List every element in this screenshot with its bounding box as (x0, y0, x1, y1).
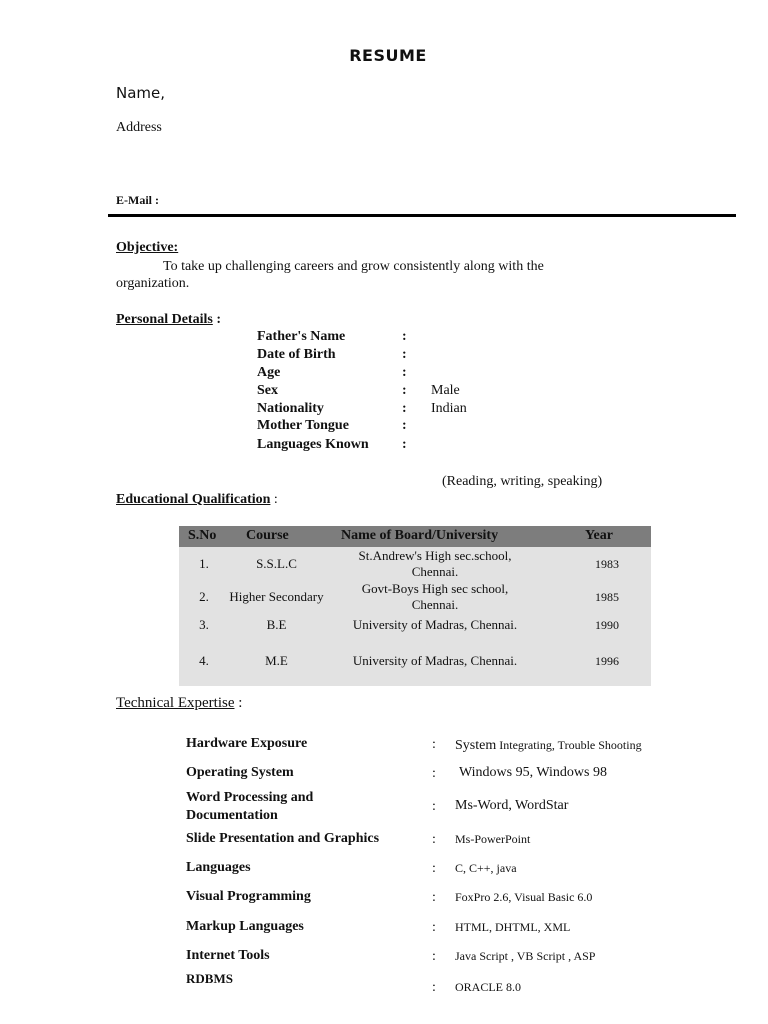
pd-colon: : (402, 365, 407, 380)
table-cell-board: University of Madras, Chennai. (352, 653, 518, 668)
address-label: Address (116, 120, 162, 135)
table-cell-sno: 2. (199, 589, 209, 604)
col-header-sno: S.No (188, 528, 217, 543)
te-value-word-processing: Ms-Word, WordStar (455, 798, 569, 813)
te-colon: : (432, 949, 436, 964)
te-value-visual-programming: FoxPro 2.6, Visual Basic 6.0 (455, 890, 593, 904)
pd-colon: : (402, 401, 407, 416)
te-colon: : (432, 737, 436, 752)
table-cell-course: B.E (266, 617, 287, 632)
te-label-internet-tools: Internet Tools (186, 948, 270, 963)
te-label-word-processing: Word Processing and Documentation (186, 790, 314, 823)
table-cell-year: 1990 (595, 618, 619, 632)
pd-colon: : (402, 383, 407, 398)
te-colon: : (432, 980, 436, 995)
te-label-rdbms: RDBMS (186, 971, 233, 986)
te-label-languages: Languages (186, 860, 251, 875)
col-header-board: Name of Board/University (341, 528, 499, 543)
languages-note: (Reading, writing, speaking) (442, 474, 603, 489)
table-cell-sno: 4. (199, 653, 209, 668)
te-colon: : (432, 766, 436, 781)
te-value-languages: C, C++, java (455, 861, 517, 875)
education-heading: Educational Qualification : (116, 492, 278, 507)
te-value-markup-languages: HTML, DHTML, XML (455, 920, 571, 934)
pd-label-fathers-name: Father's Name (257, 329, 346, 344)
te-colon: : (432, 832, 436, 847)
personal-details-heading: Personal Details : (116, 312, 221, 327)
pd-colon: : (402, 347, 407, 362)
col-header-year: Year (585, 528, 613, 543)
name-label: Name, (116, 84, 166, 102)
pd-label-languages-known: Languages Known (257, 437, 369, 452)
objective-line-1: To take up challenging careers and grow consistently along with the (163, 259, 544, 274)
te-value-internet-tools: Java Script , VB Script , ASP (455, 949, 596, 963)
te-label-markup-languages: Markup Languages (186, 919, 304, 934)
pd-colon: : (402, 418, 407, 433)
table-cell-year: 1985 (595, 590, 619, 604)
te-colon: : (432, 920, 436, 935)
te-value-slide-presentation: Ms-PowerPoint (455, 832, 531, 846)
pd-label-date-of-birth: Date of Birth (257, 347, 336, 362)
header-divider (108, 214, 736, 217)
pd-value-sex: Male (431, 383, 460, 398)
pd-colon: : (402, 329, 407, 344)
table-cell-year: 1983 (595, 557, 619, 571)
col-header-course: Course (246, 528, 289, 543)
pd-value-nationality: Indian (431, 401, 467, 416)
te-colon: : (432, 799, 436, 814)
education-table-header (179, 526, 651, 547)
te-value-rdbms: ORACLE 8.0 (455, 980, 521, 994)
te-label-visual-programming: Visual Programming (186, 889, 311, 904)
education-table (179, 526, 651, 686)
table-cell-board: Govt-Boys High sec school, Chennai. (361, 581, 509, 612)
pd-colon: : (402, 437, 407, 452)
pd-label-nationality: Nationality (257, 401, 324, 416)
pd-label-age: Age (257, 365, 281, 380)
table-cell-year: 1996 (595, 654, 619, 668)
te-label-hardware-exposure: Hardware Exposure (186, 736, 308, 751)
te-colon: : (432, 861, 436, 876)
te-value-operating-system: Windows 95, Windows 98 (459, 765, 607, 780)
email-label: E-Mail : (116, 193, 159, 207)
table-cell-course: S.S.L.C (256, 556, 297, 571)
pd-label-sex: Sex (257, 383, 278, 398)
pd-label-mother-tongue: Mother Tongue (257, 418, 349, 433)
table-cell-board: St.Andrew's High sec.school, Chennai. (358, 548, 512, 579)
table-cell-board: University of Madras, Chennai. (352, 617, 518, 632)
objective-line-2: organization. (116, 276, 190, 291)
table-cell-sno: 1. (199, 556, 209, 571)
table-cell-course: M.E (265, 653, 288, 668)
technical-heading: Technical Expertise : (116, 695, 243, 711)
te-colon: : (432, 890, 436, 905)
te-label-operating-system: Operating System (186, 765, 294, 780)
te-label-slide-presentation: Slide Presentation and Graphics (186, 831, 380, 846)
te-value-hardware-exposure: System Integrating, Trouble Shooting (455, 738, 642, 753)
table-cell-sno: 3. (199, 617, 209, 632)
resume-title: RESUME (349, 46, 427, 65)
objective-heading: Objective: (116, 240, 179, 255)
table-cell-course: Higher Secondary (229, 589, 324, 604)
